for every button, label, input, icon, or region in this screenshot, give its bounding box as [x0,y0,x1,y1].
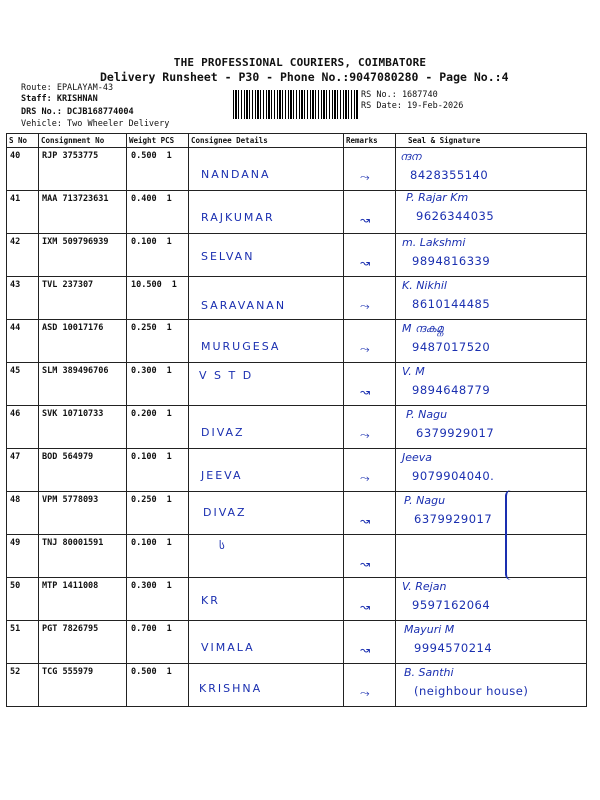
consignee-cell [189,148,344,191]
weight-pcs [127,449,189,492]
consignee-cell [189,535,344,578]
weight-value: 0.200 [131,409,157,419]
remarks-cell [344,234,396,277]
drs-number: DRS No.: DCJB168774004 [21,107,134,117]
table-row [7,621,587,664]
receiver-phone: 9894648779 [412,383,491,397]
handwritten-brace [505,490,517,580]
pcs-value: 1 [166,581,172,591]
consignee-name: SELVAN [201,250,255,263]
consignee-name: MURUGESA [201,340,281,353]
signature-cell [396,363,587,406]
weight-pcs [127,535,189,578]
weight-pcs [127,148,189,191]
table-header-row [7,134,587,148]
consignee-name: KR [201,594,220,607]
col-signature: Seal & Signature [396,134,587,148]
serial-number: 45 [7,363,39,406]
consignee-cell [189,234,344,277]
signature: P. Nagu [404,494,446,507]
serial-number: 40 [7,148,39,191]
serial-number: 49 [7,535,39,578]
consignment-number: BOD 564979 [39,449,127,492]
serial-number: 42 [7,234,39,277]
consignment-number: VPM 5778093 [39,492,127,535]
weight-pcs [127,578,189,621]
table-row [7,234,587,277]
serial-number: 50 [7,578,39,621]
weight-pcs [127,492,189,535]
weight-value: 0.100 [131,452,157,462]
remarks-cell [344,664,396,707]
consignee-name: KRISHNA [199,682,263,695]
barcode-image [233,90,358,119]
remark-mark: ⤳ [360,170,370,184]
consignment-number: TNJ 80001591 [39,535,127,578]
table-row [7,578,587,621]
table-row [7,148,587,191]
signature: Mayuri M [404,623,455,636]
table-row [7,320,587,363]
remark-mark: ↝ [360,256,371,270]
rs-number: RS No.: 1687740 [361,90,438,100]
serial-number: 48 [7,492,39,535]
consignment-number: TVL 237307 [39,277,127,320]
receiver-phone: 9994570214 [414,641,493,655]
remarks-cell [344,191,396,234]
receiver-phone: 9597162064 [412,598,491,612]
consignee-name: NANDANA [201,168,271,181]
runsheet-subtitle: Delivery Runsheet - P30 - Phone No.:9047080280 - Page No.:4 [100,70,509,84]
signature: K. Nikhil [402,279,447,292]
pcs-value: 1 [166,495,172,505]
receiver-phone: (neighbour house) [414,684,529,698]
signature-cell [396,664,587,707]
receiver-phone: 8610144485 [412,297,491,311]
signature: ന്ദന [400,150,421,163]
remark-mark: ⤳ [360,471,370,485]
staff-label: Staff: KRISHNAN [21,94,98,104]
pcs-value: 1 [166,366,172,376]
pcs-value: 1 [166,624,172,634]
table-row [7,363,587,406]
signature-cell [396,578,587,621]
signature-cell [396,406,587,449]
consignee-cell [189,621,344,664]
remark-mark: ⤳ [360,428,370,442]
signature-cell [396,535,587,578]
serial-number: 47 [7,449,39,492]
pcs-value: 1 [166,194,172,204]
consignee-cell [189,406,344,449]
signature: B. Santhi [404,666,454,679]
remarks-cell [344,578,396,621]
weight-pcs [127,363,189,406]
company-title: THE PROFESSIONAL COURIERS, COIMBATORE [173,56,427,69]
pcs-value: 1 [171,280,177,290]
remark-mark: ↝ [360,514,371,528]
receiver-phone: 9626344035 [416,209,495,223]
remark-mark: ↝ [360,385,371,399]
remark-mark: ↝ [360,213,371,227]
signature: Jeeva [402,451,433,464]
remark-mark: ↝ [360,643,371,657]
consignee-name: DIVAZ [201,426,245,439]
receiver-phone: 9079904040. [412,469,495,483]
consignee-name: JEEVA [201,469,243,482]
pcs-value: 1 [166,151,172,161]
consignee-cell [189,664,344,707]
consignment-number: MAA 713723631 [39,191,127,234]
signature-cell [396,320,587,363]
table-row [7,277,587,320]
rs-date: RS Date: 19-Feb-2026 [361,101,464,111]
col-consignee: Consignee Details [189,134,344,148]
remark-mark: ⤳ [360,299,370,313]
col-remarks: Remarks [344,134,396,148]
table-row [7,449,587,492]
weight-value: 0.500 [131,667,157,677]
remarks-cell [344,277,396,320]
weight-value: 0.100 [131,237,157,247]
signature-cell [396,492,587,535]
weight-pcs [127,191,189,234]
signature: V. Rejan [402,580,447,593]
serial-number: 41 [7,191,39,234]
weight-value: 0.500 [131,151,157,161]
remarks-cell [344,148,396,191]
col-sno: S No [7,134,39,148]
weight-value: 0.100 [131,538,157,548]
consignee-cell [189,449,344,492]
serial-number: 51 [7,621,39,664]
consignee-cell [189,363,344,406]
consignee-cell [189,578,344,621]
remarks-cell [344,363,396,406]
consignment-number: SVK 10710733 [39,406,127,449]
consignee-name: DIVAZ [203,506,247,519]
consignee-name: VIMALA [201,641,255,654]
serial-number: 52 [7,664,39,707]
weight-pcs [127,277,189,320]
weight-pcs [127,621,189,664]
receiver-phone: 6379929017 [416,426,495,440]
pcs-value: 1 [166,538,172,548]
weight-pcs [127,406,189,449]
receiver-phone: 8428355140 [410,168,489,182]
receiver-phone: 9487017520 [412,340,491,354]
table-row [7,535,587,578]
remark-mark: ⤳ [360,686,370,700]
signature: P. Rajar Km [406,191,469,204]
weight-pcs [127,664,189,707]
pcs-value: 1 [166,237,172,247]
signature: M ന്ദകമ്ന [402,322,444,335]
consignee-name: SARAVANAN [201,299,287,312]
signature-cell [396,621,587,664]
consignee-cell [189,191,344,234]
col-weight-pcs: Weight PCS [127,134,189,148]
weight-value: 0.400 [131,194,157,204]
consignee-name: RAJKUMAR [201,211,275,224]
remarks-cell [344,449,396,492]
serial-number: 43 [7,277,39,320]
signature: V. M [402,365,425,378]
remark-mark: ↝ [360,557,371,571]
pcs-value: 1 [166,323,172,333]
remarks-cell [344,406,396,449]
consignee-cell [189,320,344,363]
consignment-number: ASD 10017176 [39,320,127,363]
weight-value: 0.250 [131,495,157,505]
consignment-number: SLM 389496706 [39,363,127,406]
table-row [7,664,587,707]
weight-value: 0.300 [131,581,157,591]
weight-pcs [127,320,189,363]
signature-cell [396,234,587,277]
pcs-value: 1 [166,667,172,677]
consignment-number: RJP 3753775 [39,148,127,191]
signature-cell [396,191,587,234]
signature: P. Nagu [406,408,448,421]
consignee-name: ს [219,539,227,552]
serial-number: 46 [7,406,39,449]
table-row [7,191,587,234]
col-consignment: Consignment No [39,134,127,148]
consignee-name: V S T D [199,369,254,382]
route-label: Route: EPALAYAM-43 [21,83,114,93]
consignment-number: MTP 1411008 [39,578,127,621]
vehicle-label: Vehicle: Two Wheeler Delivery [21,119,170,129]
receiver-phone: 6379929017 [414,512,493,526]
weight-value: 0.700 [131,624,157,634]
consignee-cell [189,277,344,320]
weight-value: 0.300 [131,366,157,376]
remark-mark: ↝ [360,600,371,614]
receiver-phone: 9894816339 [412,254,491,268]
consignment-number: IXM 509796939 [39,234,127,277]
remark-mark: ⤳ [360,342,370,356]
serial-number: 44 [7,320,39,363]
pcs-value: 1 [166,409,172,419]
signature: m. Lakshmi [402,236,466,249]
weight-value: 0.250 [131,323,157,333]
remarks-cell [344,535,396,578]
remarks-cell [344,621,396,664]
consignee-cell [189,492,344,535]
pcs-value: 1 [166,452,172,462]
weight-value: 10.500 [131,280,162,290]
remarks-cell [344,320,396,363]
table-row [7,406,587,449]
signature-cell [396,148,587,191]
remarks-cell [344,492,396,535]
signature-cell [396,449,587,492]
runsheet-table [6,133,587,707]
table-row [7,492,587,535]
consignment-number: PGT 7826795 [39,621,127,664]
signature-cell [396,277,587,320]
weight-pcs [127,234,189,277]
consignment-number: TCG 555979 [39,664,127,707]
